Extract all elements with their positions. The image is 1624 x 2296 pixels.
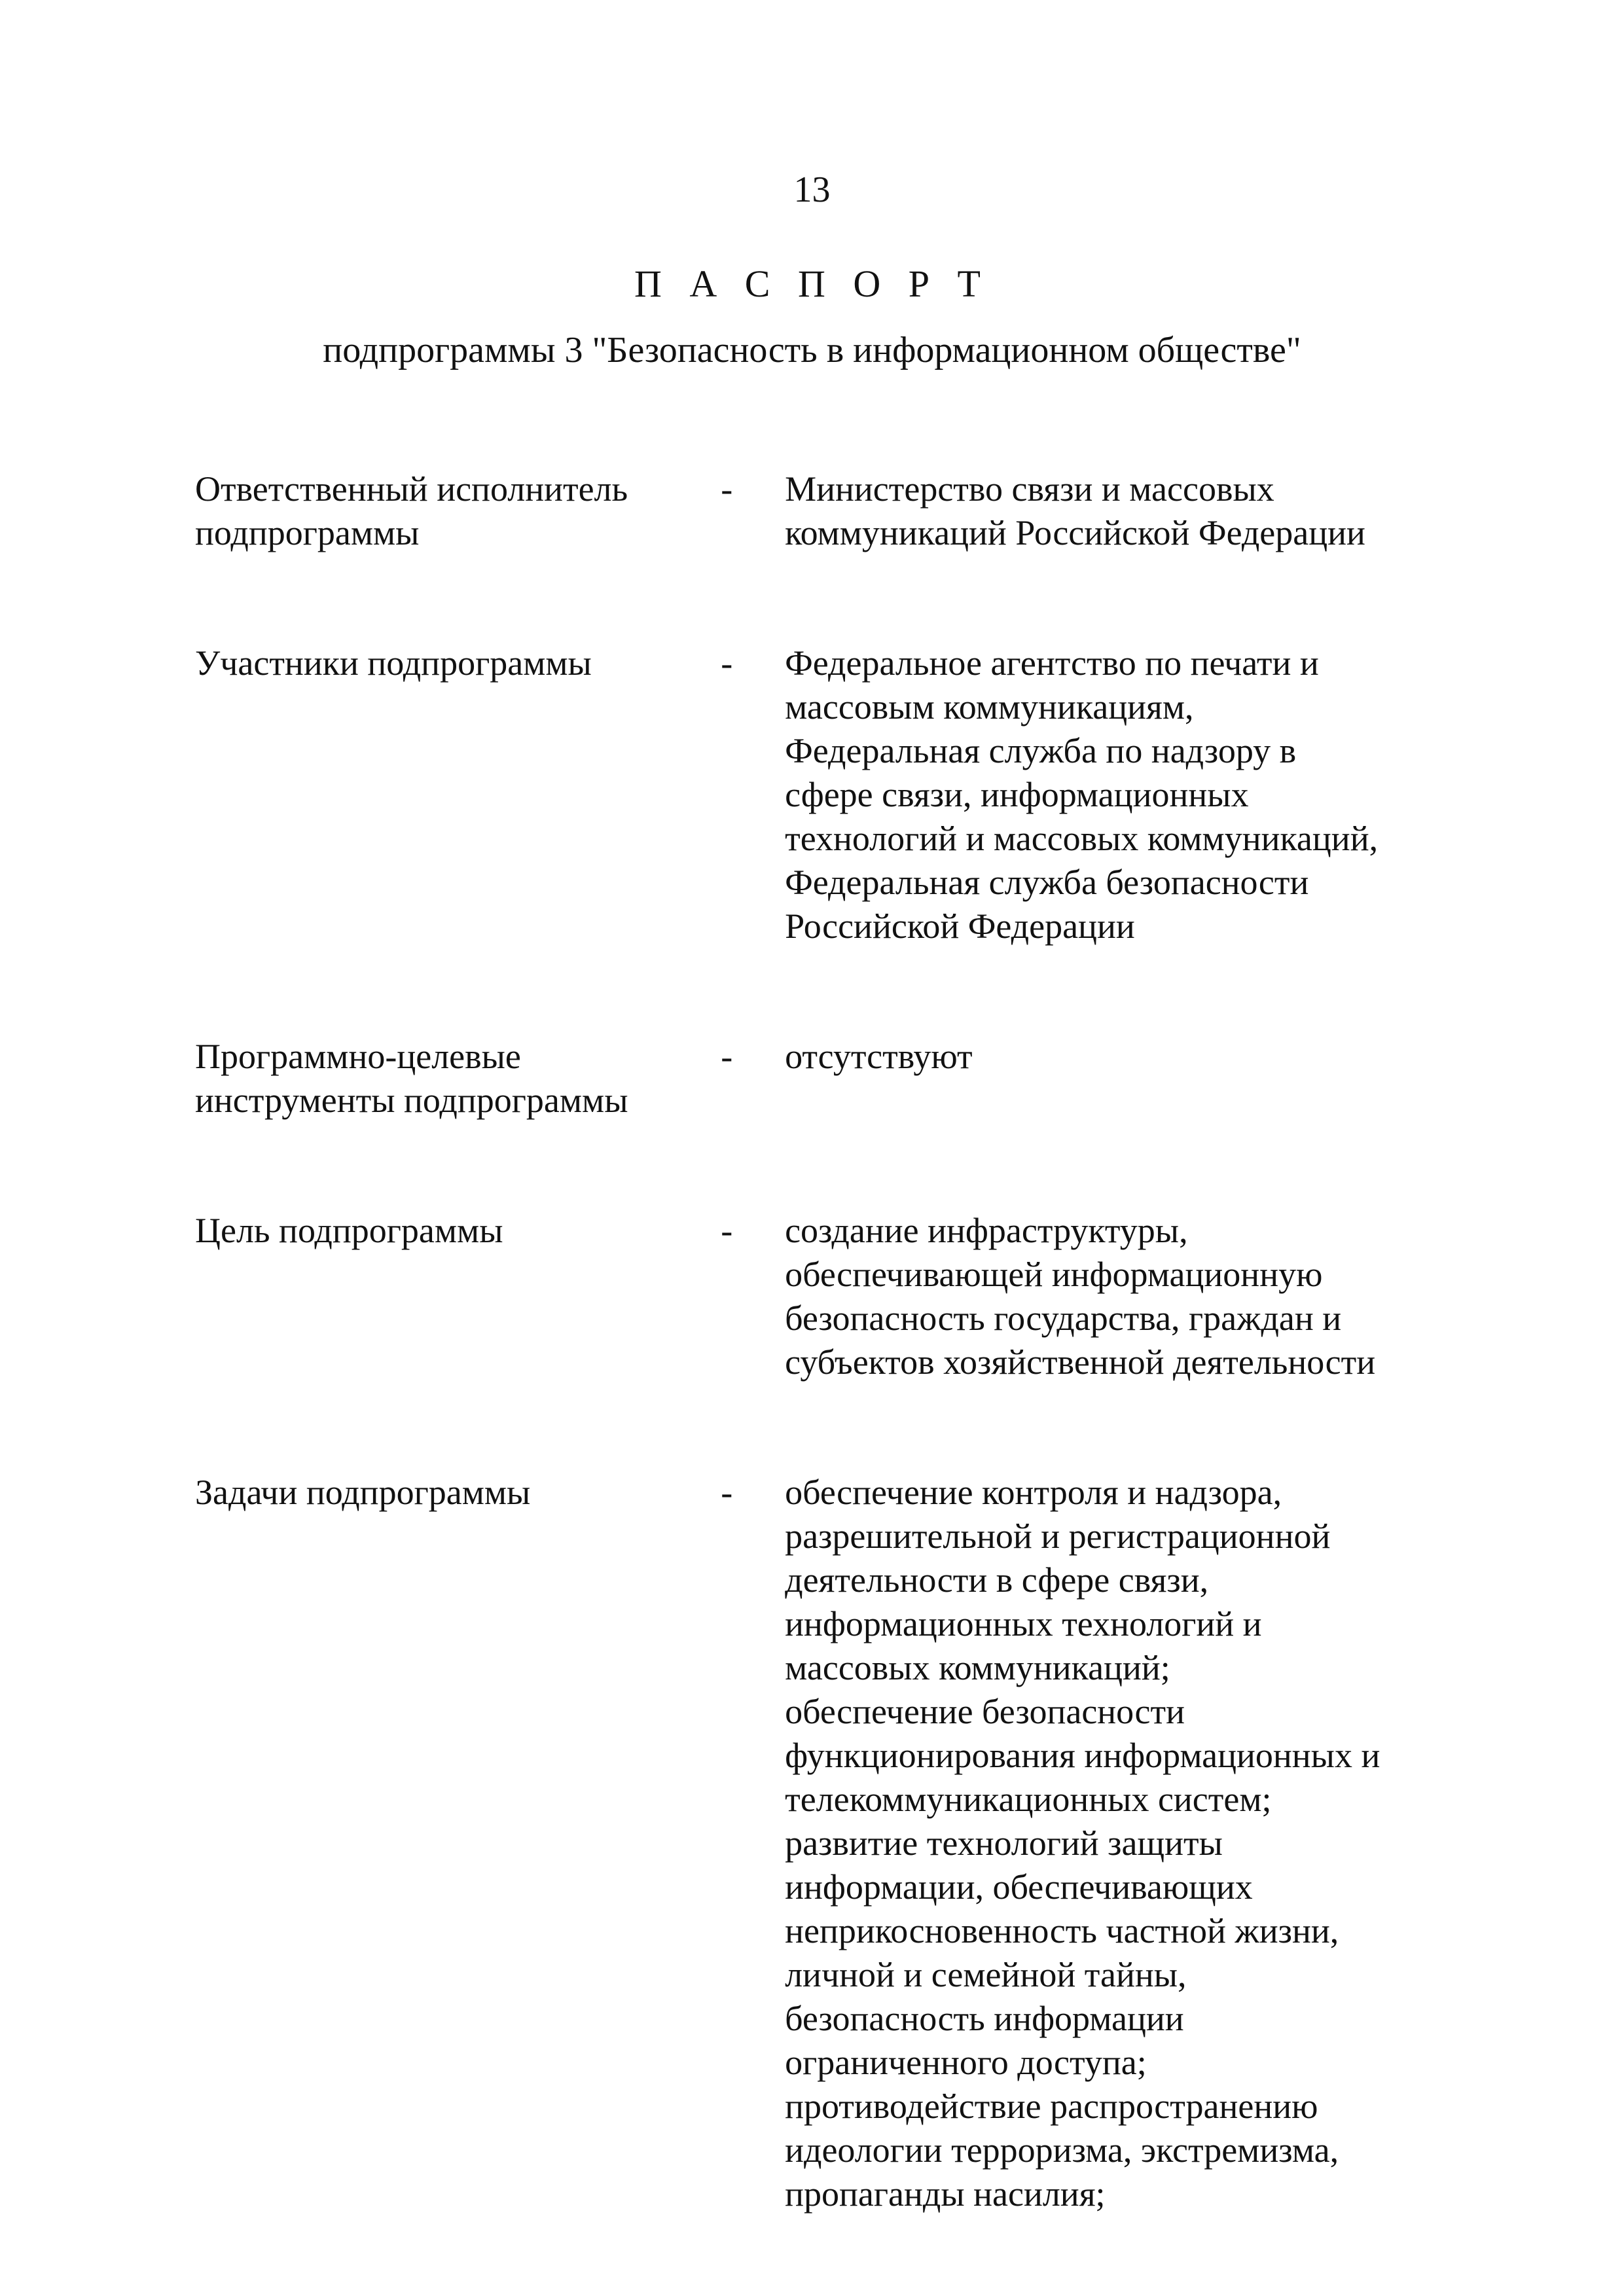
value-line: субъектов хозяйственной деятельности	[785, 1342, 1376, 1382]
passport-row-instruments	[195, 1035, 1478, 1122]
row-value	[785, 1035, 1478, 1079]
value-line: Федеральная служба безопасности	[785, 863, 1309, 902]
value-line: развитие технологий защиты	[785, 1823, 1223, 1863]
value-line: отсутствуют	[785, 1037, 973, 1076]
value-line: создание инфраструктуры,	[785, 1211, 1188, 1250]
value-line: Федеральная служба по надзору в	[785, 731, 1297, 770]
row-value	[785, 1209, 1478, 1384]
value-line: неприкосновенность частной жизни,	[785, 1911, 1339, 1950]
document-subtitle: подпрограммы 3 "Безопасность в информационном обществе"	[323, 330, 1301, 370]
value-line: Российской Федерации	[785, 906, 1135, 946]
value-line: безопасность государства, граждан и	[785, 1299, 1342, 1338]
value-line: деятельности в сфере связи,	[785, 1560, 1209, 1600]
row-label: Участники подпрограммы	[195, 643, 592, 683]
value-line: обеспечение контроля и надзора,	[785, 1473, 1282, 1512]
passport-row-goal	[195, 1209, 1478, 1384]
row-dash: -	[721, 643, 733, 683]
document-title: П А С П О Р Т	[634, 262, 990, 305]
row-dash: -	[721, 1473, 733, 1512]
value-line: массовых коммуникаций;	[785, 1648, 1170, 1687]
value-line: безопасность информации	[785, 1999, 1184, 2038]
value-line: технологий и массовых коммуникаций,	[785, 819, 1379, 858]
passport-row-participants	[195, 641, 1478, 948]
value-line: личной и семейной тайны,	[785, 1955, 1187, 1994]
value-line: коммуникаций Российской Федерации	[785, 513, 1365, 552]
row-dash: -	[721, 1037, 733, 1076]
value-line: обеспечивающей информационную	[785, 1255, 1323, 1294]
row-dash: -	[721, 1211, 733, 1250]
passport-row-tasks	[195, 1471, 1478, 2216]
page-number: 13	[793, 170, 831, 210]
value-line: массовым коммуникациям,	[785, 687, 1194, 726]
row-value	[785, 641, 1478, 948]
value-line: ограниченного доступа;	[785, 2043, 1147, 2082]
value-line: Федеральное агентство по печати и	[785, 643, 1319, 683]
row-label: Программно-целевые инструменты подпрограммы	[195, 1037, 628, 1120]
value-line: телекоммуникационных систем;	[785, 1780, 1272, 1819]
row-label: Задачи подпрограммы	[195, 1473, 531, 1512]
value-line: обеспечение безопасности	[785, 1692, 1185, 1731]
row-label: Ответственный исполнитель подпрограммы	[195, 469, 628, 552]
row-value	[785, 467, 1478, 555]
value-line: функционирования информационных и	[785, 1736, 1380, 1775]
passport-table	[195, 467, 1478, 2216]
value-line: пропаганды насилия;	[785, 2174, 1106, 2214]
value-line: информации, обеспечивающих	[785, 1867, 1253, 1907]
value-line: информационных технологий и	[785, 1604, 1262, 1643]
value-line: Министерство связи и массовых	[785, 469, 1274, 509]
row-value	[785, 1471, 1478, 2216]
row-label: Цель подпрограммы	[195, 1211, 503, 1250]
value-line: идеологии терроризма, экстремизма,	[785, 2130, 1339, 2170]
value-line: противодействие распространению	[785, 2087, 1318, 2126]
row-dash: -	[721, 469, 733, 509]
passport-row-responsible	[195, 467, 1478, 555]
value-line: сфере связи, информационных	[785, 775, 1249, 814]
value-line: разрешительной и регистрационной	[785, 1516, 1331, 1556]
